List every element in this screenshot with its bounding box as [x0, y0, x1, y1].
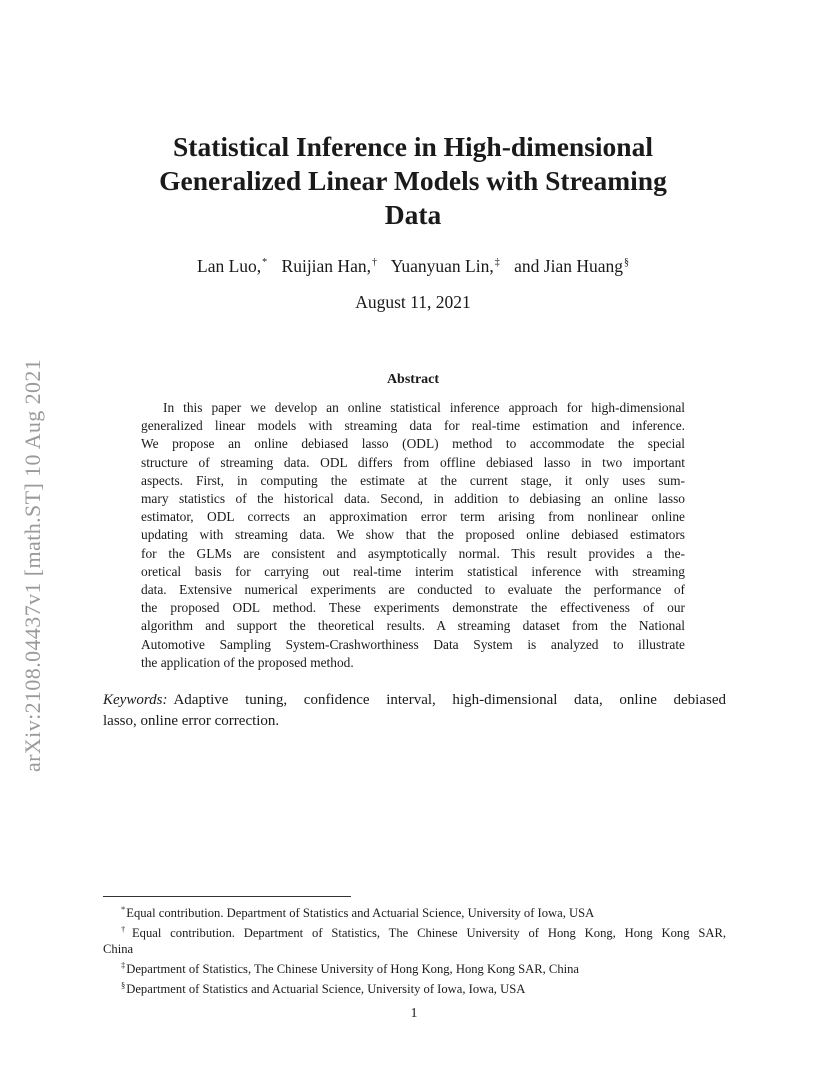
publication-date: August 11, 2021 — [355, 292, 471, 312]
abstract-line: We propose an online debiased lasso (ODL) method to accommodate the special — [141, 436, 685, 452]
author — [514, 256, 629, 276]
keywords-block — [103, 690, 726, 732]
title-line: Statistical Inference in High-dimensional — [173, 131, 653, 162]
abstract-line: algorithm and support the theoretical results. A streaming dataset from the National — [141, 618, 685, 634]
author-name: Yuanyuan Lin, — [390, 256, 494, 276]
footnote-divider — [103, 896, 351, 897]
title-line: Data — [384, 199, 442, 230]
abstract-heading: Abstract — [386, 372, 440, 387]
footnote — [103, 977, 726, 997]
arxiv-identifier: arXiv:2108.04437v1 [math.ST] 10 Aug 2021 — [20, 358, 45, 772]
abstract-line: structure of streaming data. ODL differs from offline debiased lasso in two important — [141, 454, 685, 470]
keywords-label: Keywords: — [103, 692, 168, 708]
author — [391, 256, 500, 276]
footnote-mark: † — [121, 924, 131, 934]
footnotes — [103, 901, 726, 997]
abstract-line: updating with streaming data. We show that the proposed online debiased estimators — [141, 527, 685, 543]
author-footnote-mark: ‡ — [494, 257, 500, 268]
abstract-line: estimator, ODL corrects an approximation error term arising from nonlinear online — [141, 509, 685, 525]
keywords-line — [103, 690, 726, 711]
paper-title — [100, 130, 726, 232]
footnote-mark: § — [121, 980, 126, 990]
footnote-mark: * — [121, 904, 126, 914]
author — [197, 256, 267, 276]
abstract-line: for the GLMs are consistent and asymptotically normal. This result provides a the- — [141, 545, 685, 561]
abstract-line: the application of the proposed method. — [141, 654, 354, 670]
abstract-line: aspects. First, in computing the estimate at the current stage, it only uses sum- — [141, 472, 685, 488]
title-line: Generalized Linear Models with Streaming — [159, 165, 667, 196]
footnote-text: Equal contribution. Department of Statistics and Actuarial Science, University of Iowa, USA — [126, 906, 595, 920]
abstract-line: mary statistics of the historical data. Second, in addition to debiasing an online lasso — [141, 491, 685, 507]
abstract-line: the proposed ODL method. These experiments demonstrate the effectiveness of our — [141, 600, 685, 616]
abstract-line: In this paper we develop an online statistical inference approach for high-dimensional — [163, 400, 685, 415]
abstract-body — [141, 399, 685, 672]
page-number: 1 — [410, 1006, 418, 1021]
author-footnote-mark: † — [371, 257, 377, 268]
footnote-text: Department of Statistics and Actuarial Science, University of Iowa, Iowa, USA — [126, 982, 526, 996]
author-footnote-mark: § — [624, 257, 629, 268]
footnote-line — [103, 921, 726, 941]
keywords-text: Adaptive tuning, confidence interval, high-dimensional data, online debiased — [173, 692, 726, 708]
footnote — [103, 901, 726, 921]
abstract-line: data. Extensive numerical experiments are conducted to evaluate the performance of — [141, 582, 685, 598]
author-footnote-mark: * — [262, 257, 268, 268]
author-name: Ruijian Han, — [281, 256, 371, 276]
footnote-mark: ‡ — [121, 960, 126, 970]
keywords-line: lasso, online error correction. — [103, 713, 280, 729]
footnote — [103, 957, 726, 977]
footnote-text: Department of Statistics, The Chinese University of Hong Kong, Hong Kong SAR, China — [126, 962, 579, 976]
abstract-line: Automotive Sampling System-Crashworthiness Data System is analyzed to illustrate — [141, 636, 685, 652]
author-list — [100, 256, 726, 277]
author-name: Lan Luo, — [197, 256, 262, 276]
abstract-line: oretical basis for carrying out real-time interim statistical inference with streaming — [141, 563, 685, 579]
footnote-text: Equal contribution. Department of Statistics, The Chinese University of Hong Kong, Hong Kong SAR, — [131, 926, 726, 940]
author — [282, 256, 377, 276]
author-name: and Jian Huang — [514, 256, 623, 276]
abstract-line: generalized linear models with streaming data for real-time estimation and inference. — [141, 418, 685, 434]
footnote — [103, 921, 726, 957]
footnote-text-continued: China — [103, 942, 134, 956]
